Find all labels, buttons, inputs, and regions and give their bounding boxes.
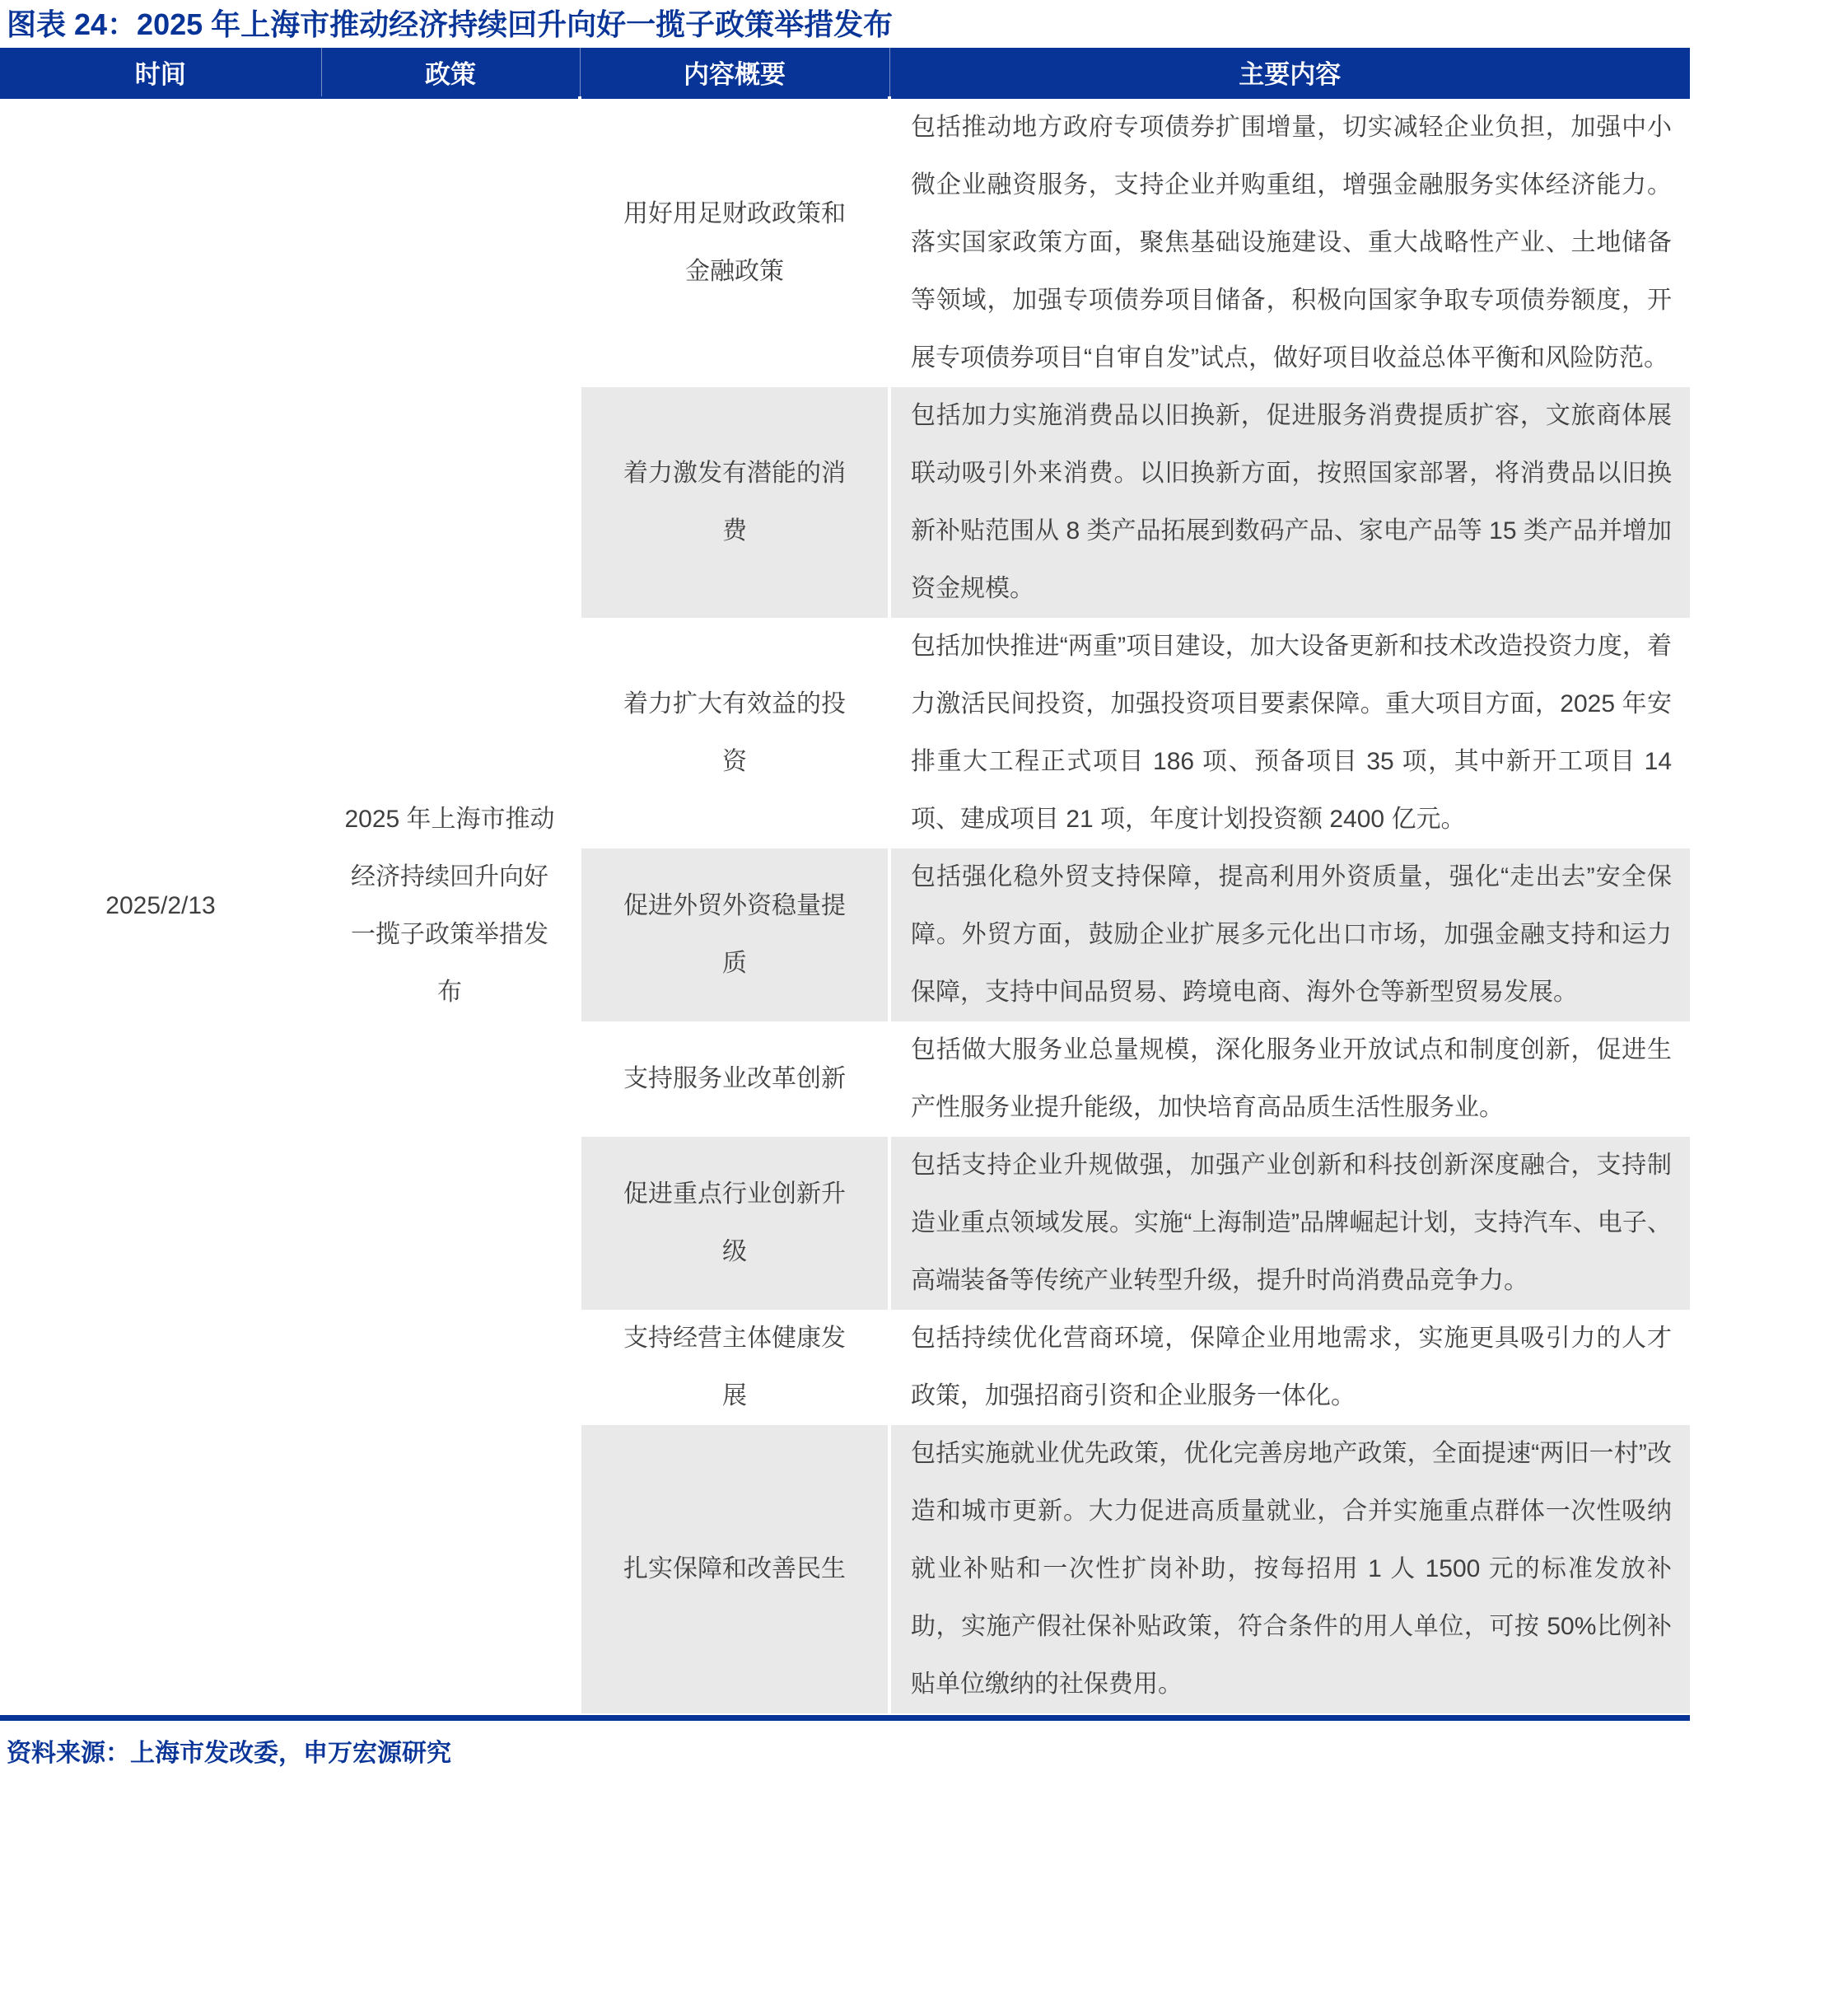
column-header-policy: 政策 xyxy=(321,48,580,97)
summary-cell: 支持经营主体健康发展 xyxy=(580,1310,889,1425)
content-cell: 包括加力实施消费品以旧换新，促进服务消费提质扩容，文旅商体展联动吸引外来消费。以旧换新方面，按照国家部署，将消费品以旧换新补贴范围从 8 类产品拓展到数码产品、家电产品等 15 类产品并增加资金规模。 xyxy=(889,387,1690,618)
column-header-time: 时间 xyxy=(0,48,321,97)
table-row xyxy=(0,97,1690,387)
content-cell: 包括加快推进“两重”项目建设，加大设备更新和技术改造投资力度，着力激活民间投资，加强投资项目要素保障。重大项目方面，2025 年安排重大工程正式项目 186 项、预备项目 35 项，其中新开工项目 14 项、建成项目 21 项，年度计划投资额 2400 亿元。 xyxy=(889,618,1690,848)
summary-cell: 促进重点行业创新升级 xyxy=(580,1137,889,1310)
summary-cell: 用好用足财政政策和金融政策 xyxy=(580,97,889,387)
summary-cell: 促进外贸外资稳量提质 xyxy=(580,848,889,1021)
column-header-content: 主要内容 xyxy=(889,48,1690,97)
source-line: 资料来源：上海市发改委，申万宏源研究 xyxy=(7,1739,451,1767)
table-bottom-rule xyxy=(0,1715,1690,1721)
content-cell: 包括持续优化营商环境，保障企业用地需求，实施更具吸引力的人才政策，加强招商引资和企业服务一体化。 xyxy=(889,1310,1690,1425)
summary-cell: 支持服务业改革创新 xyxy=(580,1021,889,1137)
content-cell: 包括做大服务业总量规模，深化服务业开放试点和制度创新，促进生产性服务业提升能级，加快培育高品质生活性服务业。 xyxy=(889,1021,1690,1137)
figure-title: 图表 24：2025 年上海市推动经济持续回升向好一揽子政策举措发布 xyxy=(7,7,894,41)
time-cell: 2025/2/13 xyxy=(0,97,321,1713)
content-cell: 包括推动地方政府专项债券扩围增量，切实减轻企业负担，加强中小微企业融资服务，支持企业并购重组，增强金融服务实体经济能力。落实国家政策方面，聚焦基础设施建设、重大战略性产业、土地储备等领域，加强专项债券项目储备，积极向国家争取专项债券额度，开展专项债券项目“自审自发”试点，做好项目收益总体平衡和风险防范。 xyxy=(889,97,1690,387)
content-cell: 包括支持企业升规做强，加强产业创新和科技创新深度融合，支持制造业重点领域发展。实施“上海制造”品牌崛起计划，支持汽车、电子、高端装备等传统产业转型升级，提升时尚消费品竞争力。 xyxy=(889,1137,1690,1310)
content-cell: 包括实施就业优先政策，优化完善房地产政策，全面提速“两旧一村”改造和城市更新。大力促进高质量就业，合并实施重点群体一次性吸纳就业补贴和一次性扩岗补助，按每招用 1 人 1500 元的标准发放补助，实施产假社保补贴政策，符合条件的用人单位，可按 50%比例补贴单位缴纳的社保费用。 xyxy=(889,1425,1690,1713)
policy-table xyxy=(0,48,1690,1713)
summary-cell: 扎实保障和改善民生 xyxy=(580,1425,889,1713)
summary-cell: 着力扩大有效益的投资 xyxy=(580,618,889,848)
summary-cell: 着力激发有潜能的消费 xyxy=(580,387,889,618)
table-header xyxy=(0,48,1690,97)
policy-cell: 2025 年上海市推动经济持续回升向好一揽子政策举措发布 xyxy=(321,97,580,1713)
column-header-summary: 内容概要 xyxy=(580,48,889,97)
content-cell: 包括强化稳外贸支持保障，提高利用外资质量，强化“走出去”安全保障。外贸方面，鼓励企业扩展多元化出口市场，加强金融支持和运力保障，支持中间品贸易、跨境电商、海外仓等新型贸易发展。 xyxy=(889,848,1690,1021)
